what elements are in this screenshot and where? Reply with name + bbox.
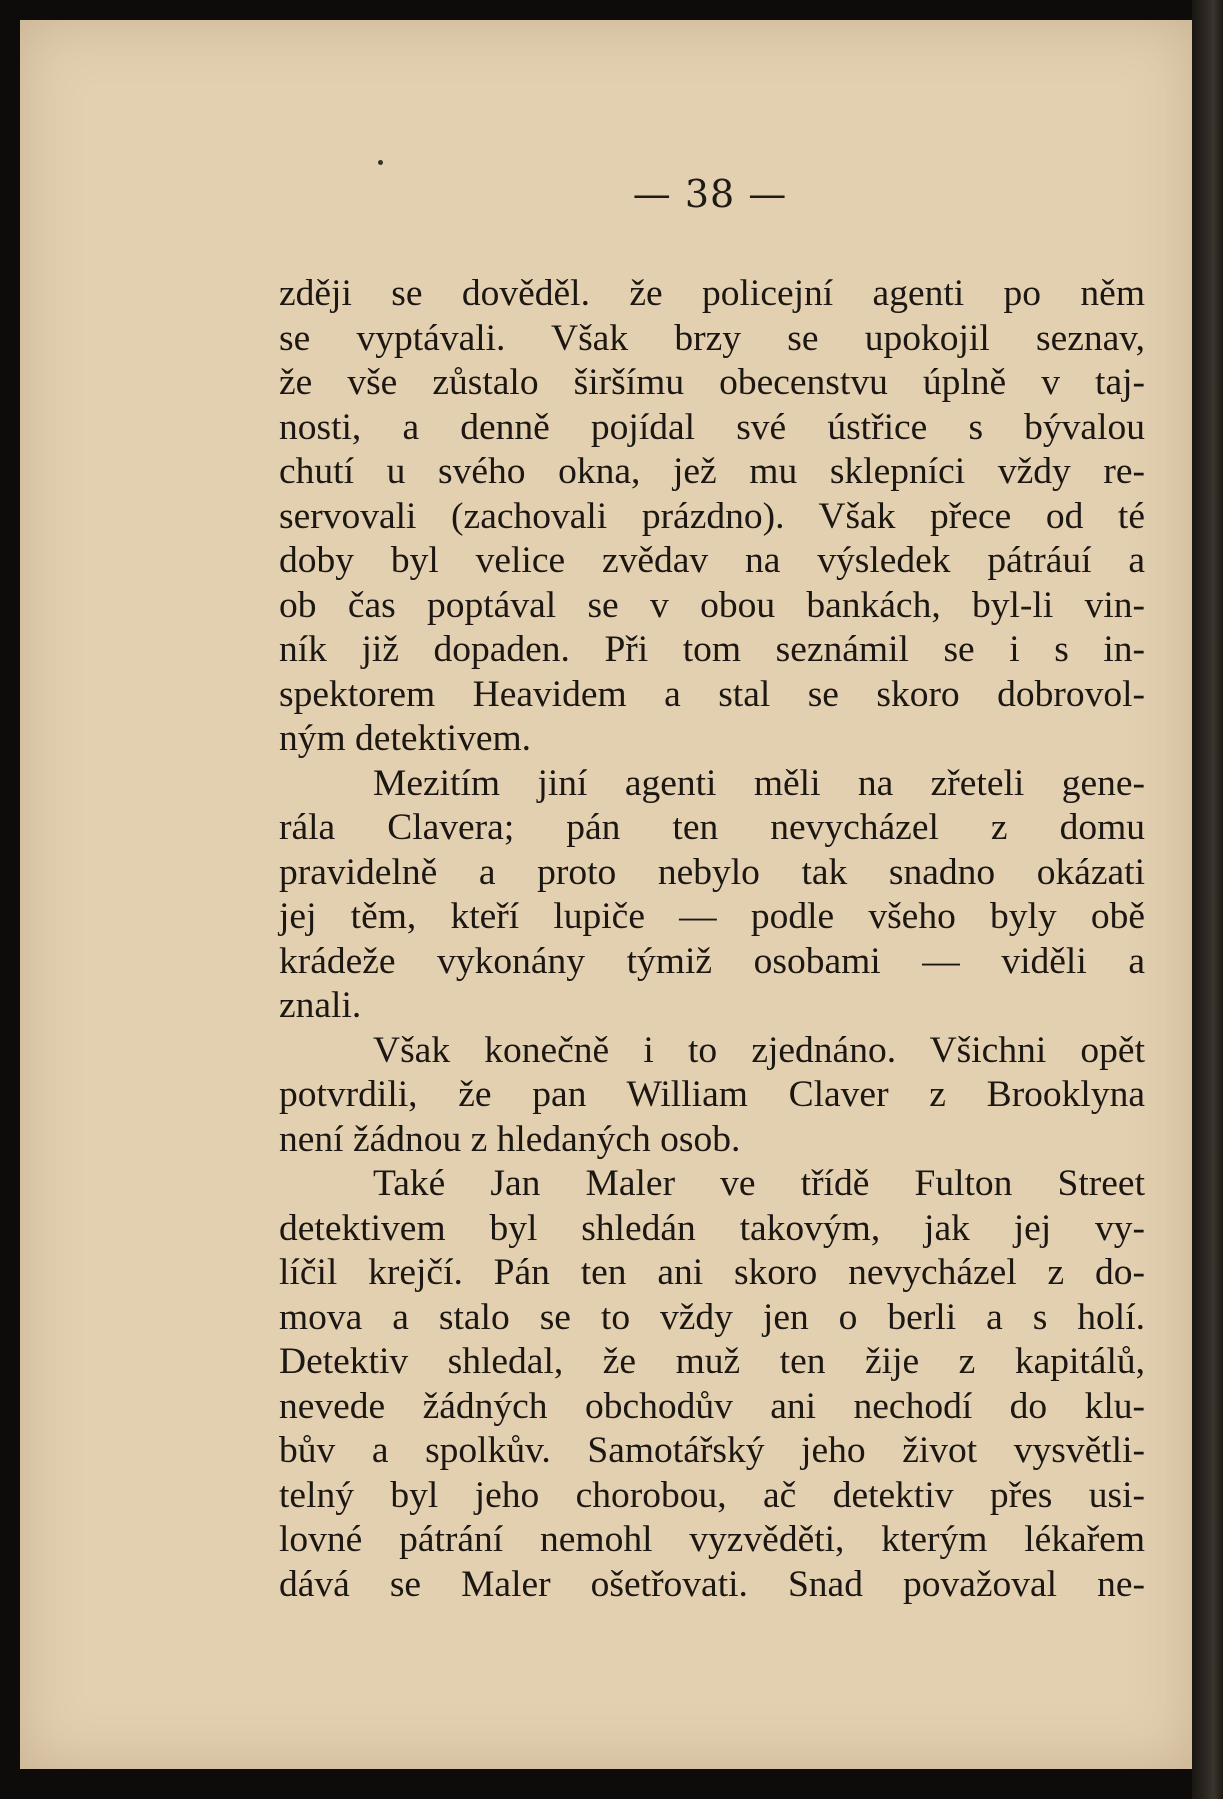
text-line: chutí u svého okna, jež mu sklepníci vždy re- (279, 451, 1145, 492)
text-line: není žádnou z hledaných osob. (279, 1118, 741, 1160)
text-line: ným detektivem. (279, 718, 532, 759)
text-line: rála Clavera; pán ten nevycházel z domu (279, 807, 1145, 848)
book-spine-shadow (1192, 0, 1223, 1799)
text-line: lovné pátrání nemohl vyzvěděti, kterým lékařem (279, 1519, 1145, 1560)
text-line: že vše zůstalo širšímu obecenstvu úplně v taj- (279, 362, 1145, 403)
text-line: telný byl jeho chorobou, ač detektiv přes usi- (279, 1474, 1145, 1516)
text-line: mova a stalo se to vždy jen o berli a s holí. (279, 1296, 1145, 1338)
ink-speck (378, 160, 383, 165)
text-line: doby byl velice zvědav na výsledek pátráuí a (279, 540, 1145, 581)
text-line: jej těm, kteří lupiče — podle všeho byly obě (279, 896, 1145, 937)
text-line: detektivem byl shledán takovým, jak jej vy- (279, 1207, 1145, 1249)
text-line: Však konečně i to zjednáno. Všichni opět (373, 1029, 1145, 1071)
text-line: líčil krejčí. Pán ten ani skoro nevycházel z do- (279, 1252, 1145, 1293)
text-line: pravidelně a proto nebylo tak snadno okázati (279, 851, 1145, 893)
text-line: spektorem Heavidem a stal se skoro dobrovol- (279, 673, 1145, 715)
text-line: krádeže vykonány týmiž osobami — viděli a (279, 940, 1145, 982)
text-line: dává se Maler ošetřovati. Snad považoval ne- (279, 1563, 1145, 1605)
text-line: bův a spolkův. Samotářský jeho život vysvětli- (279, 1430, 1145, 1471)
page-number: — 38 — (632, 172, 788, 216)
text-line: zději se dověděl. že policejní agenti po něm (279, 273, 1145, 314)
text-line: se vyptávali. Však brzy se upokojil seznav, (279, 317, 1145, 359)
text-line: ob čas poptával se v obou bankách, byl-li vin- (279, 584, 1145, 626)
text-line: Detektiv shledal, že muž ten žije z kapitálů, (279, 1341, 1145, 1382)
book-page (20, 20, 1192, 1769)
text-line: Mezitím jiní agenti měli na zřeteli gene- (373, 762, 1145, 804)
text-line: nosti, a denně pojídal své ústřice s bývalou (279, 406, 1145, 448)
text-line: Také Jan Maler ve třídě Fulton Street (373, 1163, 1145, 1204)
body-text (279, 272, 1145, 1607)
text-line: servovali (zachovali prázdno). Však přece od té (279, 495, 1145, 537)
text-line: potvrdili, že pan William Claver z Brooklyna (279, 1074, 1145, 1115)
text-line: ník již dopaden. Při tom seznámil se i s in- (279, 629, 1145, 670)
text-line: nevede žádných obchodův ani nechodí do klu- (279, 1385, 1145, 1427)
text-line: znali. (279, 985, 362, 1026)
